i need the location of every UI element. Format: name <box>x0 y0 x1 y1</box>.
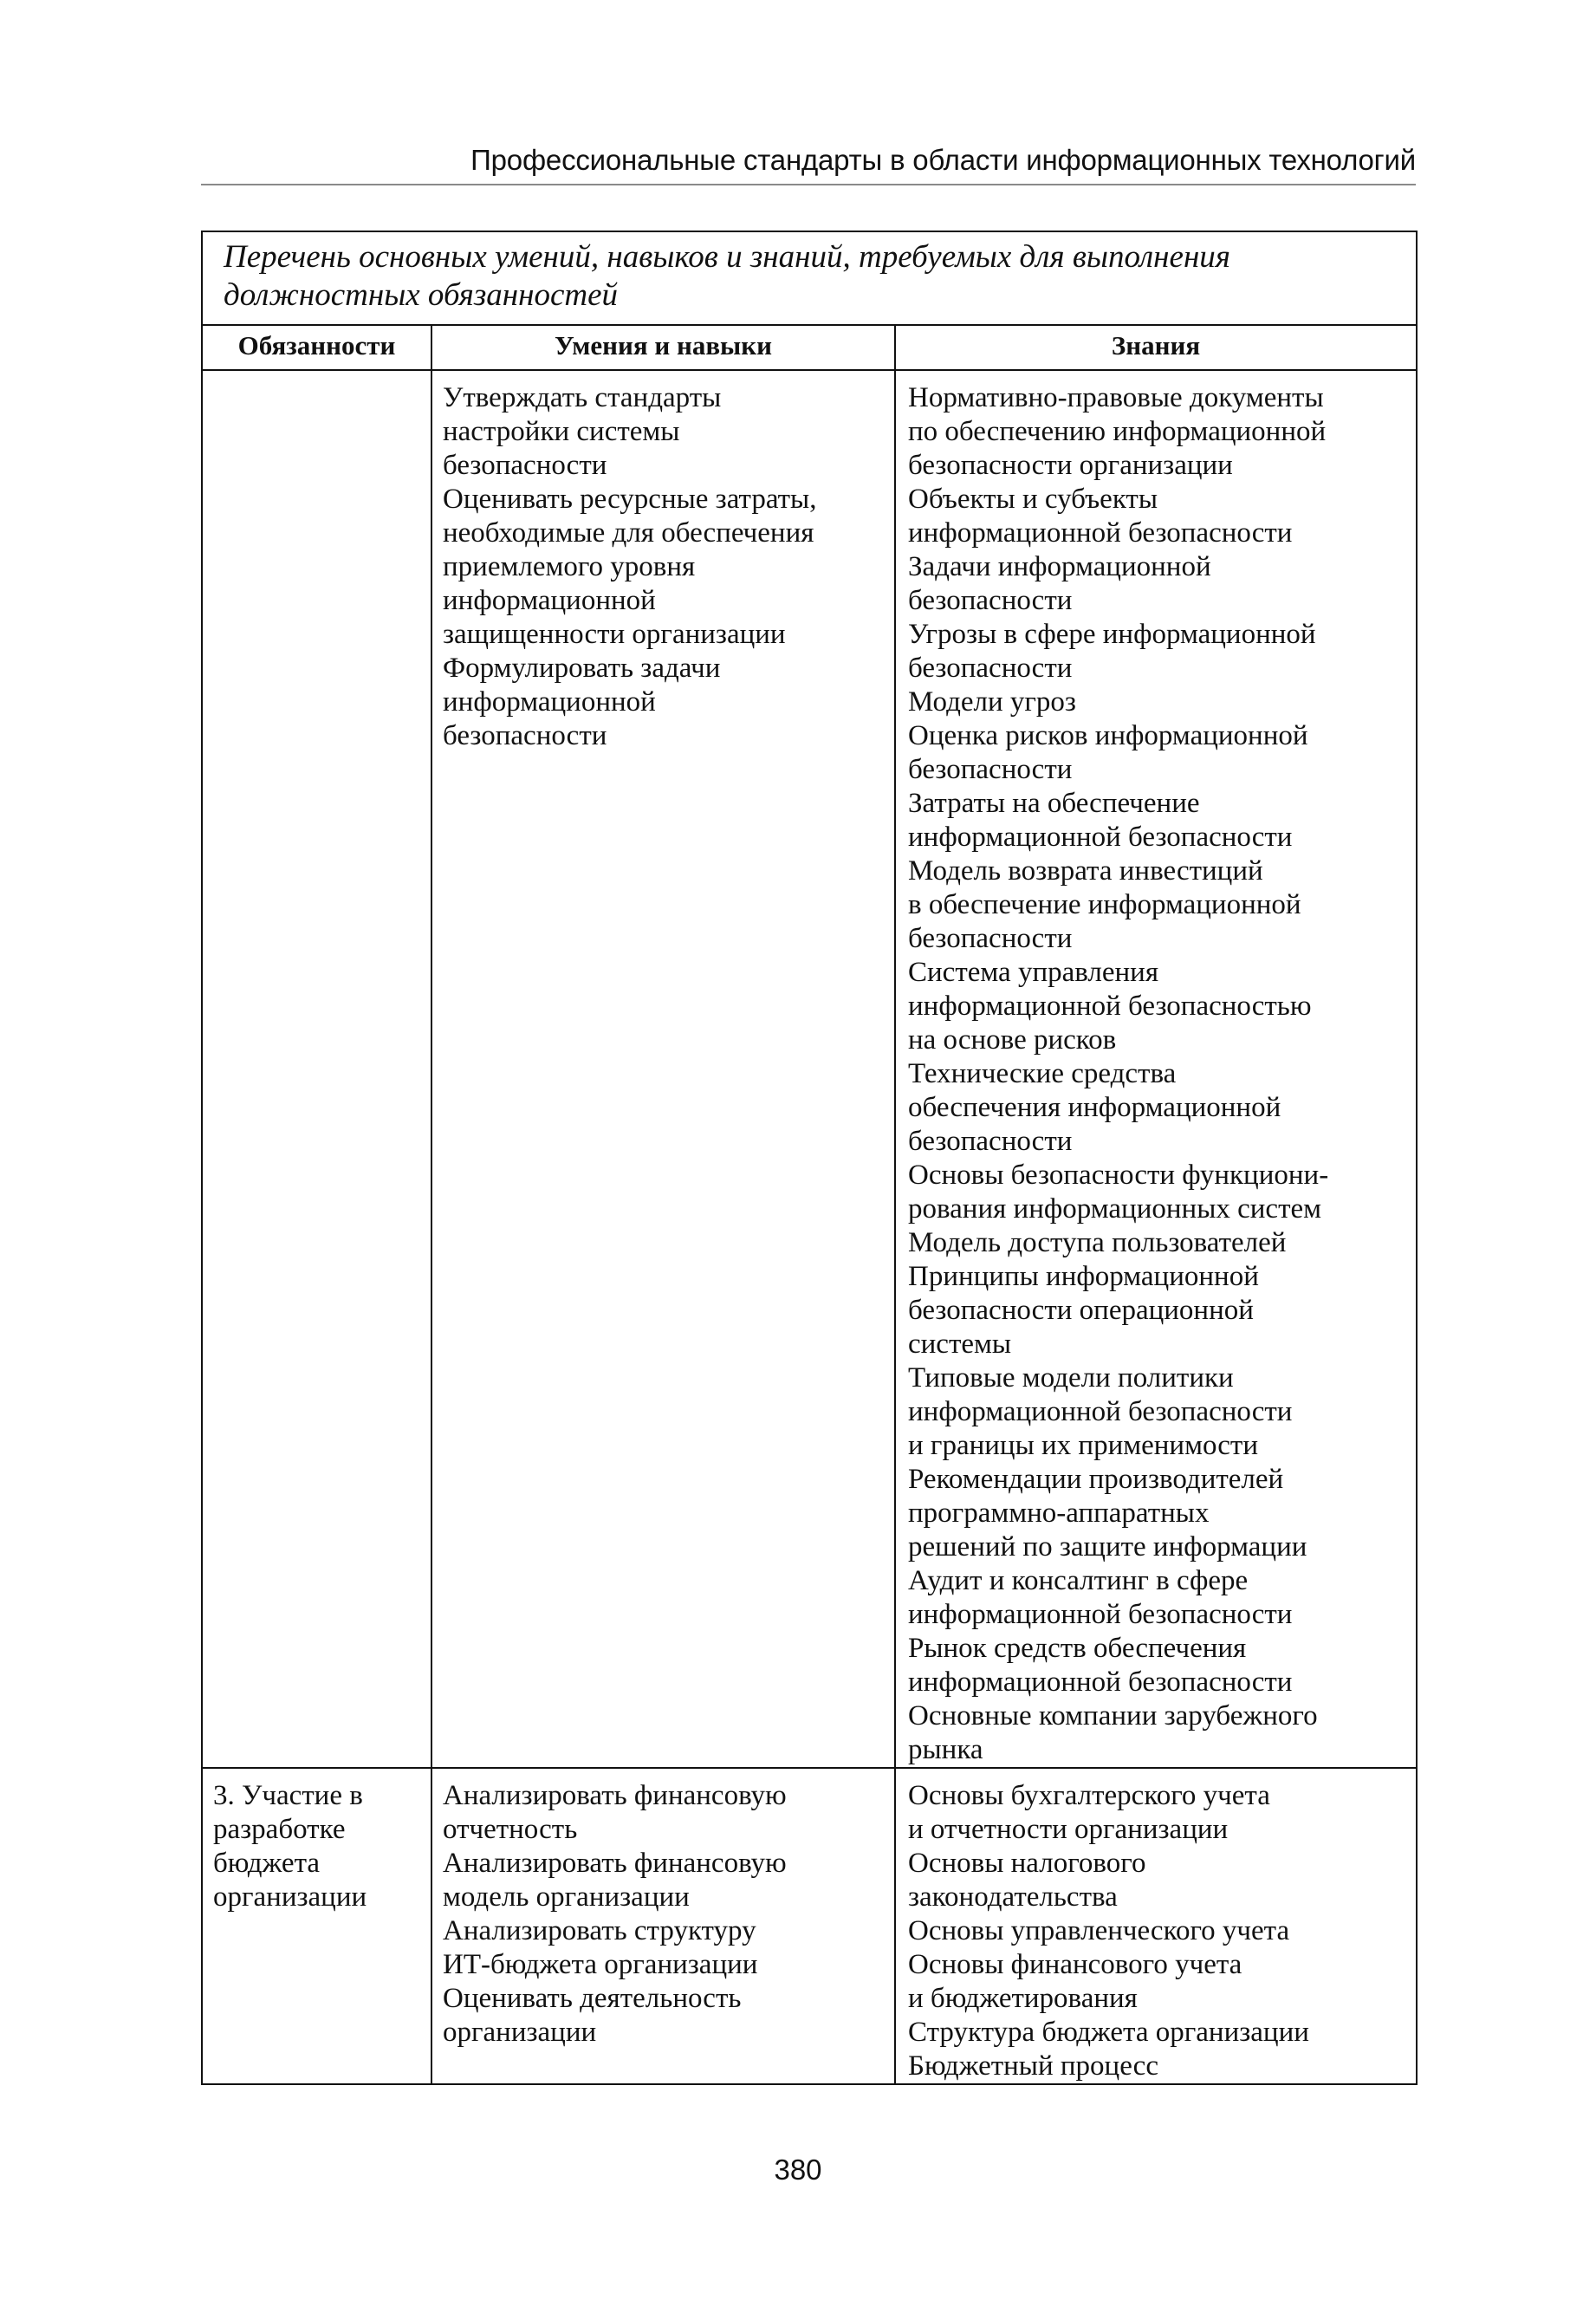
cell-text-line: на основе рисков <box>908 1024 1117 1056</box>
cell-text-line: организации <box>443 2017 597 2048</box>
cell-text-line: безопасности <box>908 1126 1073 1157</box>
cell-text-line: и границы их применимости <box>908 1430 1259 1461</box>
cell-text-line: отчетность <box>443 1814 578 1845</box>
cell-text-line: Основы безопасности функциони- <box>908 1160 1329 1191</box>
cell-text-line: Рынок средств обеспечения <box>908 1633 1247 1664</box>
cell-text-line: Основные компании зарубежного <box>908 1700 1318 1731</box>
cell-text-line: системы <box>908 1329 1012 1360</box>
cell-text-line: информационной безопасности <box>908 1667 1293 1698</box>
competency-table <box>201 231 1418 2085</box>
skills-cell <box>431 1768 895 2084</box>
cell-text-line: информационной <box>443 585 656 616</box>
cell-text-line: безопасности <box>908 585 1073 616</box>
column-header-row <box>202 325 1417 370</box>
cell-text-line: Модель возврата инвестиций <box>908 855 1263 887</box>
cell-text-line: необходимые для обеспечения <box>443 517 814 549</box>
cell-text-line: Затраты на обеспечение <box>908 788 1200 819</box>
table-row <box>202 370 1417 1768</box>
cell-text-line: рынка <box>908 1734 983 1765</box>
running-header: Профессиональные стандарты в области информационных технологий <box>201 139 1416 185</box>
cell-text-line: Оценивать ресурсные затраты, <box>443 484 817 515</box>
cell-text-line: Оценка рисков информационной <box>908 720 1308 751</box>
cell-text-line: Технические средства <box>908 1058 1177 1089</box>
column-header-knowledge: Знания <box>895 325 1417 370</box>
cell-text-line: Нормативно-правовые документы <box>908 382 1324 413</box>
cell-text-line: Основы бухгалтерского учета <box>908 1780 1270 1811</box>
duty-cell <box>202 370 431 1768</box>
cell-text-line: информационной безопасностью <box>908 991 1312 1022</box>
cell-text-line: информационной <box>443 686 656 718</box>
column-header-skills: Умения и навыки <box>431 325 895 370</box>
cell-text-line: Типовые модели политики <box>908 1362 1234 1394</box>
cell-text-line: Основы управленческого учета <box>908 1915 1290 1946</box>
cell-text-line: Формулировать задачи <box>443 653 721 684</box>
cell-text-line: Рекомендации производителей <box>908 1464 1284 1495</box>
cell-text-line: обеспечения информационной <box>908 1092 1281 1123</box>
cell-text-line: безопасности организации <box>908 450 1233 481</box>
table-caption-line: Перечень основных умений, навыков и знаний, требуемых для выполнения <box>224 239 1230 275</box>
cell-text-line: в обеспечение информационной <box>908 889 1301 920</box>
knowledge-cell <box>895 1768 1417 2084</box>
cell-text-line: Структура бюджета организации <box>908 2017 1309 2048</box>
table-caption-line: должностных обязанностей <box>224 277 619 313</box>
cell-text-line: программно-аппаратных <box>908 1498 1210 1529</box>
cell-text-line: организации <box>213 1881 367 1913</box>
cell-text-line: Оценивать деятельность <box>443 1983 742 2014</box>
column-header-duties: Обязанности <box>202 325 431 370</box>
cell-text-line: Основы налогового <box>908 1848 1146 1879</box>
cell-text-line: информационной безопасности <box>908 1396 1293 1427</box>
cell-text-line: решений по защите информации <box>908 1531 1307 1563</box>
table-caption <box>202 231 1417 325</box>
cell-text-line: модель организации <box>443 1881 690 1913</box>
cell-text-line: Модель доступа пользователей <box>908 1227 1287 1258</box>
cell-text-line: по обеспечению информационной <box>908 416 1327 447</box>
cell-text-line: Основы финансового учета <box>908 1949 1242 1980</box>
cell-text-line: приемлемого уровня <box>443 551 696 582</box>
cell-text-line: рования информационных систем <box>908 1193 1322 1225</box>
cell-text-line: информационной безопасности <box>908 1599 1293 1630</box>
cell-text-line: и отчетности организации <box>908 1814 1229 1845</box>
cell-text-line: Анализировать структуру <box>443 1915 756 1946</box>
cell-text-line: разработке <box>213 1814 346 1845</box>
cell-text-line: Модели угроз <box>908 686 1076 718</box>
cell-text-line: Аудит и консалтинг в сфере <box>908 1565 1249 1596</box>
cell-text-line: настройки системы <box>443 416 680 447</box>
cell-text-line: бюджета <box>213 1848 321 1879</box>
cell-text-line: законодательства <box>908 1881 1118 1913</box>
cell-text-line: и бюджетирования <box>908 1983 1138 2014</box>
cell-text-line: безопасности <box>443 450 607 481</box>
cell-text-line: Задачи информационной <box>908 551 1211 582</box>
knowledge-cell <box>895 370 1417 1768</box>
cell-text-line: информационной безопасности <box>908 517 1293 549</box>
cell-text-line: Бюджетный процесс <box>908 2050 1158 2082</box>
cell-text-line: Утверждать стандарты <box>443 382 722 413</box>
table-row <box>202 1768 1417 2084</box>
cell-text-line: Принципы информационной <box>908 1261 1259 1292</box>
cell-text-line: безопасности <box>908 653 1073 684</box>
cell-text-line: безопасности <box>908 923 1073 954</box>
cell-text-line: безопасности <box>443 720 607 751</box>
cell-text-line: Угрозы в сфере информационной <box>908 619 1316 650</box>
cell-text-line: информационной безопасности <box>908 822 1293 853</box>
cell-text-line: безопасности <box>908 754 1073 785</box>
cell-text-line: безопасности операционной <box>908 1295 1254 1326</box>
cell-text-line: ИТ-бюджета организации <box>443 1949 758 1980</box>
duty-cell <box>202 1768 431 2084</box>
table-caption-row <box>202 231 1417 325</box>
cell-text-line: Анализировать финансовую <box>443 1780 787 1811</box>
cell-text-line: Система управления <box>908 957 1159 988</box>
skills-cell <box>431 370 895 1768</box>
cell-text-line: 3. Участие в <box>213 1780 363 1811</box>
page-number: 380 <box>774 2154 822 2186</box>
cell-text-line: Объекты и субъекты <box>908 484 1158 515</box>
cell-text-line: защищенности организации <box>443 619 786 650</box>
cell-text-line: Анализировать финансовую <box>443 1848 787 1879</box>
